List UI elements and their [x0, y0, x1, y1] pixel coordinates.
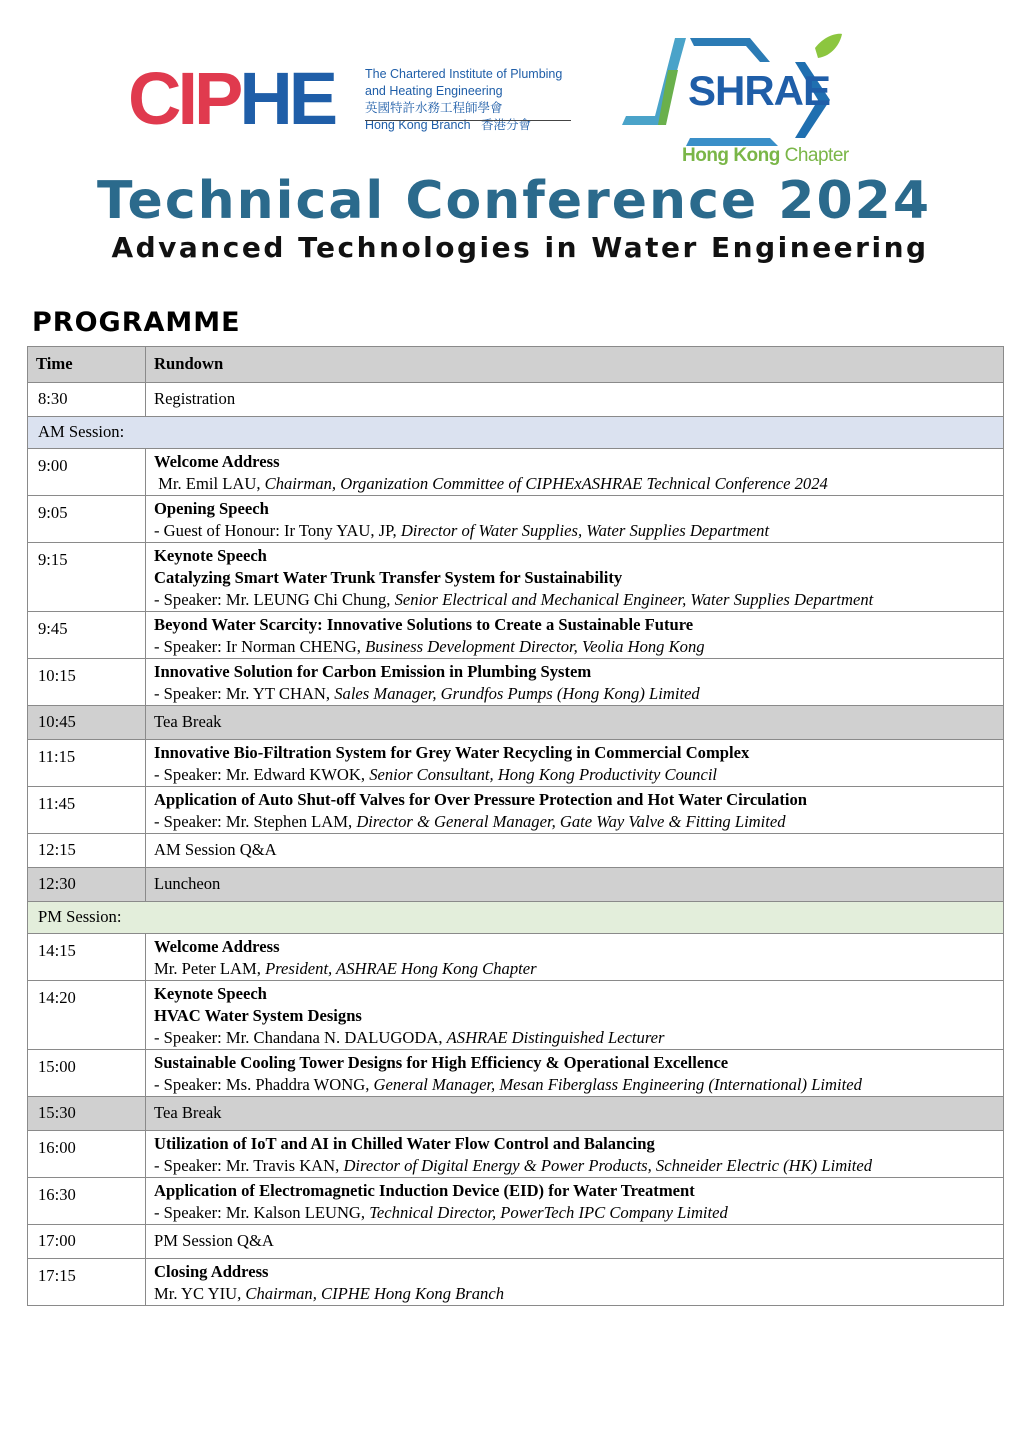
speaker-role: Director & General Manager, Gate Way Valve & Fitting Limited — [356, 812, 786, 831]
speaker-name: - Speaker: Mr. YT CHAN, — [154, 684, 335, 703]
table-header-row — [28, 347, 1004, 383]
speaker-role: ASHRAE Distinguished Lecturer — [446, 1028, 665, 1047]
speaker-line — [154, 1027, 995, 1049]
row-rundown: Luncheon — [146, 868, 1004, 902]
session-title: Application of Auto Shut-off Valves for Over Pressure Protection and Hot Water Circulation — [154, 790, 807, 809]
time-column-header: Time — [28, 347, 146, 383]
table-row — [28, 834, 1004, 868]
row-time: 17:00 — [28, 1225, 146, 1259]
table-row — [28, 981, 1004, 1050]
table-row — [28, 934, 1004, 981]
programme-table — [27, 346, 1004, 1306]
session-title: Keynote Speech — [154, 546, 267, 565]
row-time: 9:45 — [28, 612, 146, 659]
row-rundown — [146, 934, 1004, 981]
row-time: 8:30 — [28, 383, 146, 417]
row-time: 11:15 — [28, 740, 146, 787]
table-row — [28, 706, 1004, 740]
speaker-role: Business Development Director, Veolia Hong Kong — [365, 637, 705, 656]
row-rundown — [146, 449, 1004, 496]
table-row — [28, 543, 1004, 612]
row-rundown — [146, 1259, 1004, 1306]
row-time: 9:15 — [28, 543, 146, 612]
row-time: 12:15 — [28, 834, 146, 868]
row-time: 15:30 — [28, 1097, 146, 1131]
table-row — [28, 1050, 1004, 1097]
speaker-line — [154, 764, 995, 786]
ciphe-logo: CIPHE — [128, 57, 335, 140]
speaker-name: Mr. YC YIU, — [154, 1284, 246, 1303]
row-rundown — [146, 543, 1004, 612]
row-time: 10:15 — [28, 659, 146, 706]
logo-bar — [0, 0, 1028, 175]
ashrae-logo-text: SHRAE — [688, 67, 831, 114]
speaker-name: - Speaker: Ms. Phaddra WONG, — [154, 1075, 374, 1094]
programme-heading: PROGRAMME — [32, 307, 241, 338]
row-time: 9:05 — [28, 496, 146, 543]
row-time: 15:00 — [28, 1050, 146, 1097]
row-rundown — [146, 740, 1004, 787]
session-title: Opening Speech — [154, 499, 269, 518]
row-rundown — [146, 787, 1004, 834]
table-row — [28, 1259, 1004, 1306]
table-row — [28, 417, 1004, 449]
session-title: Catalyzing Smart Water Trunk Transfer System for Sustainability — [154, 568, 623, 587]
rundown-column-header: Rundown — [146, 347, 1004, 383]
session-title: Application of Electromagnetic Induction Device (EID) for Water Treatment — [154, 1181, 695, 1200]
ashrae-chapter-label: Hong Kong Chapter — [682, 145, 849, 166]
speaker-role: Director of Digital Energy & Power Products, Schneider Electric (HK) Limited — [343, 1156, 873, 1175]
row-rundown: Registration — [146, 383, 1004, 417]
speaker-name: - Speaker: Mr. Chandana N. DALUGODA, — [154, 1028, 447, 1047]
session-label: AM Session: — [28, 417, 1004, 449]
table-row — [28, 659, 1004, 706]
speaker-name: Mr. Emil LAU, — [154, 474, 265, 493]
speaker-name: - Guest of Honour: Ir Tony YAU, JP, — [154, 521, 401, 540]
row-rundown — [146, 612, 1004, 659]
row-time: 11:45 — [28, 787, 146, 834]
speaker-name: - Speaker: Mr. Stephen LAM, — [154, 812, 357, 831]
speaker-line — [154, 1202, 995, 1224]
table-row — [28, 868, 1004, 902]
speaker-name: - Speaker: Ir Norman CHENG, — [154, 637, 366, 656]
speaker-role: President, ASHRAE Hong Kong Chapter — [265, 959, 537, 978]
row-time: 12:30 — [28, 868, 146, 902]
speaker-role: Senior Electrical and Mechanical Engineer, Water Supplies Department — [394, 590, 874, 609]
table-row — [28, 449, 1004, 496]
speaker-role: Chairman, CIPHE Hong Kong Branch — [245, 1284, 505, 1303]
speaker-line — [154, 589, 995, 611]
session-title: Keynote Speech — [154, 984, 267, 1003]
speaker-line — [154, 636, 995, 658]
speaker-line — [154, 811, 995, 833]
speaker-name: - Speaker: Mr. Kalson LEUNG, — [154, 1203, 370, 1222]
table-row — [28, 1225, 1004, 1259]
table-row — [28, 902, 1004, 934]
row-time: 16:30 — [28, 1178, 146, 1225]
row-rundown — [146, 1131, 1004, 1178]
session-title: Sustainable Cooling Tower Designs for High Efficiency & Operational Excellence — [154, 1053, 729, 1072]
session-title: Beyond Water Scarcity: Innovative Solutions to Create a Sustainable Future — [154, 615, 694, 634]
table-row — [28, 1131, 1004, 1178]
speaker-role: Technical Director, PowerTech IPC Company Limited — [369, 1203, 728, 1222]
conference-subtitle: Advanced Technologies in Water Engineering — [111, 231, 929, 264]
speaker-role: Sales Manager, Grundfos Pumps (Hong Kong) Limited — [334, 684, 700, 703]
row-rundown: PM Session Q&A — [146, 1225, 1004, 1259]
ciphe-logo-text: The Chartered Institute of Plumbing and Heating Engineering 英國特許水務工程師學會 Hong Kong Branch 香港分會 — [365, 67, 563, 132]
table-row — [28, 740, 1004, 787]
table-row — [28, 612, 1004, 659]
session-title: Innovative Solution for Carbon Emission in Plumbing System — [154, 662, 592, 681]
speaker-role: Chairman, Organization Committee of CIPHExASHRAE Technical Conference 2024 — [264, 474, 828, 493]
ciphe-logo-divider — [365, 120, 571, 121]
speaker-name: Mr. Peter LAM, — [154, 959, 266, 978]
speaker-line — [154, 1074, 995, 1096]
row-time: 16:00 — [28, 1131, 146, 1178]
table-row — [28, 383, 1004, 417]
row-rundown: AM Session Q&A — [146, 834, 1004, 868]
row-rundown — [146, 659, 1004, 706]
conference-title: Technical Conference 2024 — [96, 171, 931, 231]
speaker-line — [154, 473, 995, 495]
session-label: PM Session: — [28, 902, 1004, 934]
row-rundown: Tea Break — [146, 1097, 1004, 1131]
row-time: 10:45 — [28, 706, 146, 740]
session-title: HVAC Water System Designs — [154, 1006, 362, 1025]
row-rundown — [146, 981, 1004, 1050]
speaker-name: - Speaker: Mr. Edward KWOK, — [154, 765, 370, 784]
row-rundown — [146, 496, 1004, 543]
row-rundown — [146, 1050, 1004, 1097]
speaker-line — [154, 1283, 995, 1305]
speaker-line — [154, 958, 995, 980]
table-row — [28, 1178, 1004, 1225]
table-row — [28, 1097, 1004, 1131]
row-time: 14:15 — [28, 934, 146, 981]
speaker-line — [154, 1155, 995, 1177]
session-title: Utilization of IoT and AI in Chilled Water Flow Control and Balancing — [154, 1134, 655, 1153]
row-rundown — [146, 1178, 1004, 1225]
session-title: Innovative Bio-Filtration System for Grey Water Recycling in Commercial Complex — [154, 743, 750, 762]
session-title: Welcome Address — [154, 452, 280, 471]
speaker-name: - Speaker: Mr. LEUNG Chi Chung, — [154, 590, 395, 609]
speaker-line — [154, 520, 995, 542]
speaker-role: General Manager, Mesan Fiberglass Engineering (International) Limited — [373, 1075, 862, 1094]
row-rundown: Tea Break — [146, 706, 1004, 740]
speaker-name: - Speaker: Mr. Travis KAN, — [154, 1156, 344, 1175]
row-time: 17:15 — [28, 1259, 146, 1306]
row-time: 9:00 — [28, 449, 146, 496]
speaker-role: Director of Water Supplies, Water Supplies Department — [400, 521, 770, 540]
programme-rows — [28, 383, 1004, 1306]
row-time: 14:20 — [28, 981, 146, 1050]
speaker-role: Senior Consultant, Hong Kong Productivity Council — [369, 765, 718, 784]
table-row — [28, 787, 1004, 834]
session-title: Welcome Address — [154, 937, 280, 956]
session-title: Closing Address — [154, 1262, 269, 1281]
speaker-line — [154, 683, 995, 705]
table-row — [28, 496, 1004, 543]
